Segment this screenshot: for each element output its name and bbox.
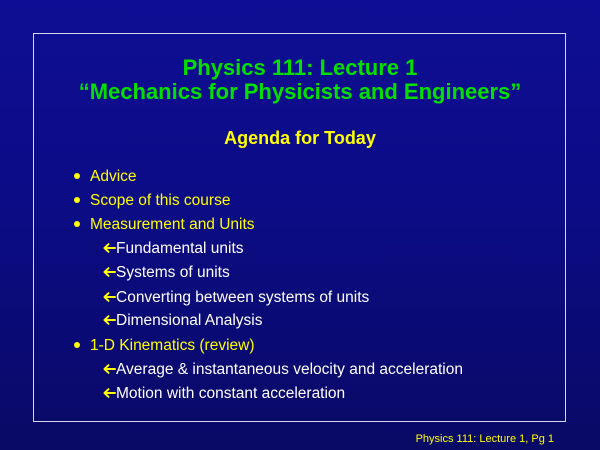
slide-title: Physics 111: Lecture 1 [182,55,418,80]
agenda-item-label: Measurement and Units [90,216,255,233]
bullet-dot-icon [74,197,80,203]
bullet-dot-icon [74,221,80,227]
bullet-dot-icon [74,342,80,348]
arrow-left-icon [103,242,116,254]
agenda-subitem-label: Fundamental units [116,240,244,257]
arrow-left-icon [103,291,116,303]
agenda-item-label: Advice [90,168,137,185]
arrow-left-icon [103,363,116,375]
agenda-subitem-label: Motion with constant acceleration [116,385,346,402]
agenda-subitem-label: Average & instantaneous velocity and acceleration [116,361,463,378]
agenda-subitem-label: Systems of units [116,264,230,281]
slide-title-subline: “Mechanics for Physicists and Engineers” [78,79,522,104]
slide-footer: Physics 111: Lecture 1, Pg 1 [415,433,554,445]
agenda-subitem-label: Converting between systems of units [116,289,370,306]
arrow-left-icon [103,266,116,278]
arrow-left-icon [103,387,116,399]
agenda-item-label: Scope of this course [90,192,231,209]
arrow-left-icon [103,314,116,326]
bullet-dot-icon [74,173,80,179]
agenda-subitem-label: Dimensional Analysis [116,312,263,329]
agenda-heading: Agenda for Today [224,128,376,148]
agenda-item-label: 1-D Kinematics (review) [90,337,255,354]
